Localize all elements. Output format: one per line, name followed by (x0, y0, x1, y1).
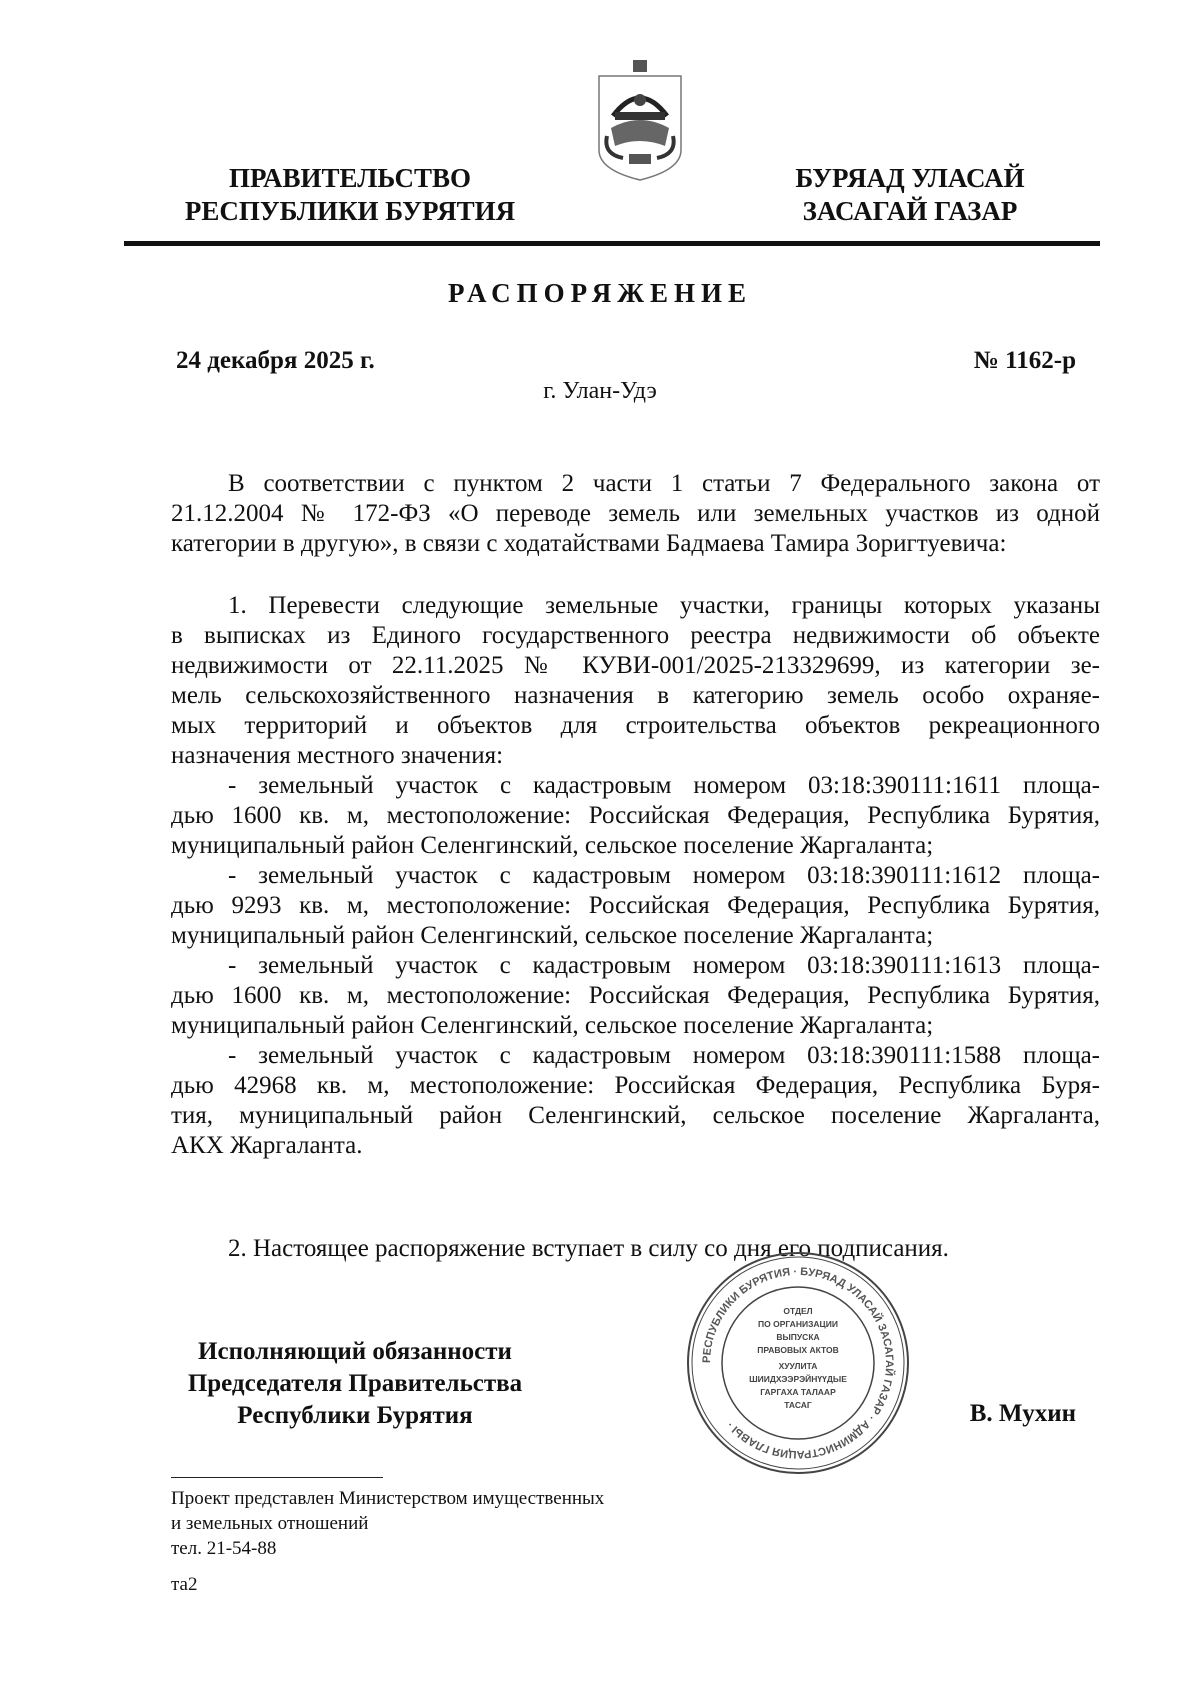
stamp-line: ПО ОРГАНИЗАЦИИ (758, 1319, 838, 1329)
item-1-line: мель сельскохозяйственного назначения в категорию земель особо охраняе- (171, 682, 1100, 709)
coat-of-arms-icon (593, 58, 687, 182)
signatory-post-line2: Председателя Правительства (187, 1370, 523, 1397)
document-code: та2 (171, 1574, 198, 1595)
stamp-line: ГАРГАХА ТАЛААР (760, 1387, 836, 1397)
header-left-line2: РЕСПУБЛИКИ БУРЯТИЯ (184, 196, 516, 226)
item-1-line: муниципальный район Селенгинский, сельское поселение Жаргаланта; (171, 1012, 934, 1039)
preamble (171, 469, 1100, 559)
item-1-line: дью 9293 кв. м, местоположение: Российская Федерация, Республика Бурятия, (171, 892, 1100, 919)
footer-line: и земельных отношений (171, 1513, 369, 1534)
document-city: г. Улан-Удэ (543, 378, 657, 404)
stamp-ring-text: РЕСПУБЛИКИ БУРЯТИЯ · БУРЯАД УЛАСАЙ ЗАСАГАЙ ГАЗАР · АДМИНИСТРАЦИЯ ГЛАВЫ · (700, 1265, 896, 1461)
signatory-name: В. Мухин (969, 1400, 1076, 1427)
stamp-line: ОТДЕЛ (783, 1306, 813, 1316)
header-left-line1: ПРАВИТЕЛЬСТВО (228, 163, 472, 193)
item-1-line: дью 1600 кв. м, местоположение: Российская Федерация, Республика Бурятия, (171, 802, 1100, 829)
item-1-line: мых территорий и объектов для строительства объектов рекреационного (171, 712, 1100, 739)
item-1-line: - земельный участок с кадастровым номером 03:18:390111:1588 площа- (228, 1042, 1100, 1069)
item-2 (171, 1234, 1100, 1264)
document-number: № 1162-р (973, 347, 1076, 374)
stamp-line: ТАСАГ (784, 1400, 812, 1410)
footer-line: Проект представлен Министерством имущественных (171, 1488, 605, 1509)
item-1-line: дью 42968 кв. м, местоположение: Российская Федерация, Республика Буря- (171, 1072, 1100, 1099)
header-right-line2: ЗАСАГАЙ ГАЗАР (802, 196, 1018, 226)
footer-line: тел. 21-54-88 (171, 1538, 277, 1559)
item-1-line: дью 1600 кв. м, местоположение: Российская Федерация, Республика Бурятия, (171, 982, 1100, 1009)
item-1 (171, 591, 1100, 1161)
signatory-post (150, 1336, 560, 1432)
item-1-line: АКХ Жаргаланта. (171, 1132, 363, 1159)
signatory-post-line3: Республики Бурятия (237, 1402, 473, 1429)
footer-divider (171, 1477, 383, 1478)
preamble-line: В соответствии с пунктом 2 части 1 статьи 7 Федерального закона от (228, 470, 1100, 497)
item-1-line: - земельный участок с кадастровым номером 03:18:390111:1611 площа- (228, 772, 1100, 799)
item-1-line: назначения местного значения: (171, 742, 504, 769)
stamp-line: ХУУЛИТА (778, 1361, 818, 1371)
stamp-line: ВЫПУСКА (776, 1332, 820, 1342)
official-stamp (685, 1250, 911, 1476)
item-1-line: тия, муниципальный район Селенгинский, сельское поселение Жаргаланта, (171, 1102, 1100, 1129)
stamp-line: ШИИДХЭЭРЭЙНҮҮДЫЕ (749, 1374, 847, 1384)
header-government-bua (730, 162, 1090, 228)
item-1-line: в выписках из Единого государственного реестра недвижимости об объекте (171, 622, 1100, 649)
header-government-ru (150, 162, 550, 228)
item-1-line: недвижимости от 22.11.2025 № КУВИ-001/2025-213329699, из категории зе- (171, 652, 1100, 679)
preamble-line: категории в другую», в связи с ходатайствами Бадмаева Тамира Зоригтуевича: (171, 530, 1007, 557)
document-date: 24 декабря 2025 г. (176, 347, 375, 374)
document-type: РАСПОРЯЖЕНИЕ (447, 278, 753, 308)
item-1-line: 1. Перевести следующие земельные участки, границы которых указаны (228, 592, 1100, 619)
item-1-line: - земельный участок с кадастровым номером 03:18:390111:1613 площа- (228, 952, 1100, 979)
header-right-line1: БУРЯАД УЛАСАЙ (795, 163, 1025, 193)
signatory-post-line1: Исполняющий обязанности (198, 1338, 512, 1365)
stamp-line: ПРАВОВЫХ АКТОВ (757, 1345, 839, 1355)
item-2-line: 2. Настоящее распоряжение вступает в силу со дня его подписания. (228, 1235, 949, 1262)
header-divider (124, 241, 1100, 246)
item-1-line: - земельный участок с кадастровым номером 03:18:390111:1612 площа- (228, 862, 1100, 889)
item-1-line: муниципальный район Селенгинский, сельское поселение Жаргаланта; (171, 832, 934, 859)
footer-note (171, 1486, 604, 1561)
item-1-line: муниципальный район Селенгинский, сельское поселение Жаргаланта; (171, 922, 934, 949)
preamble-line: 21.12.2004 № 172-ФЗ «О переводе земель или земельных участков из одной (171, 500, 1100, 527)
